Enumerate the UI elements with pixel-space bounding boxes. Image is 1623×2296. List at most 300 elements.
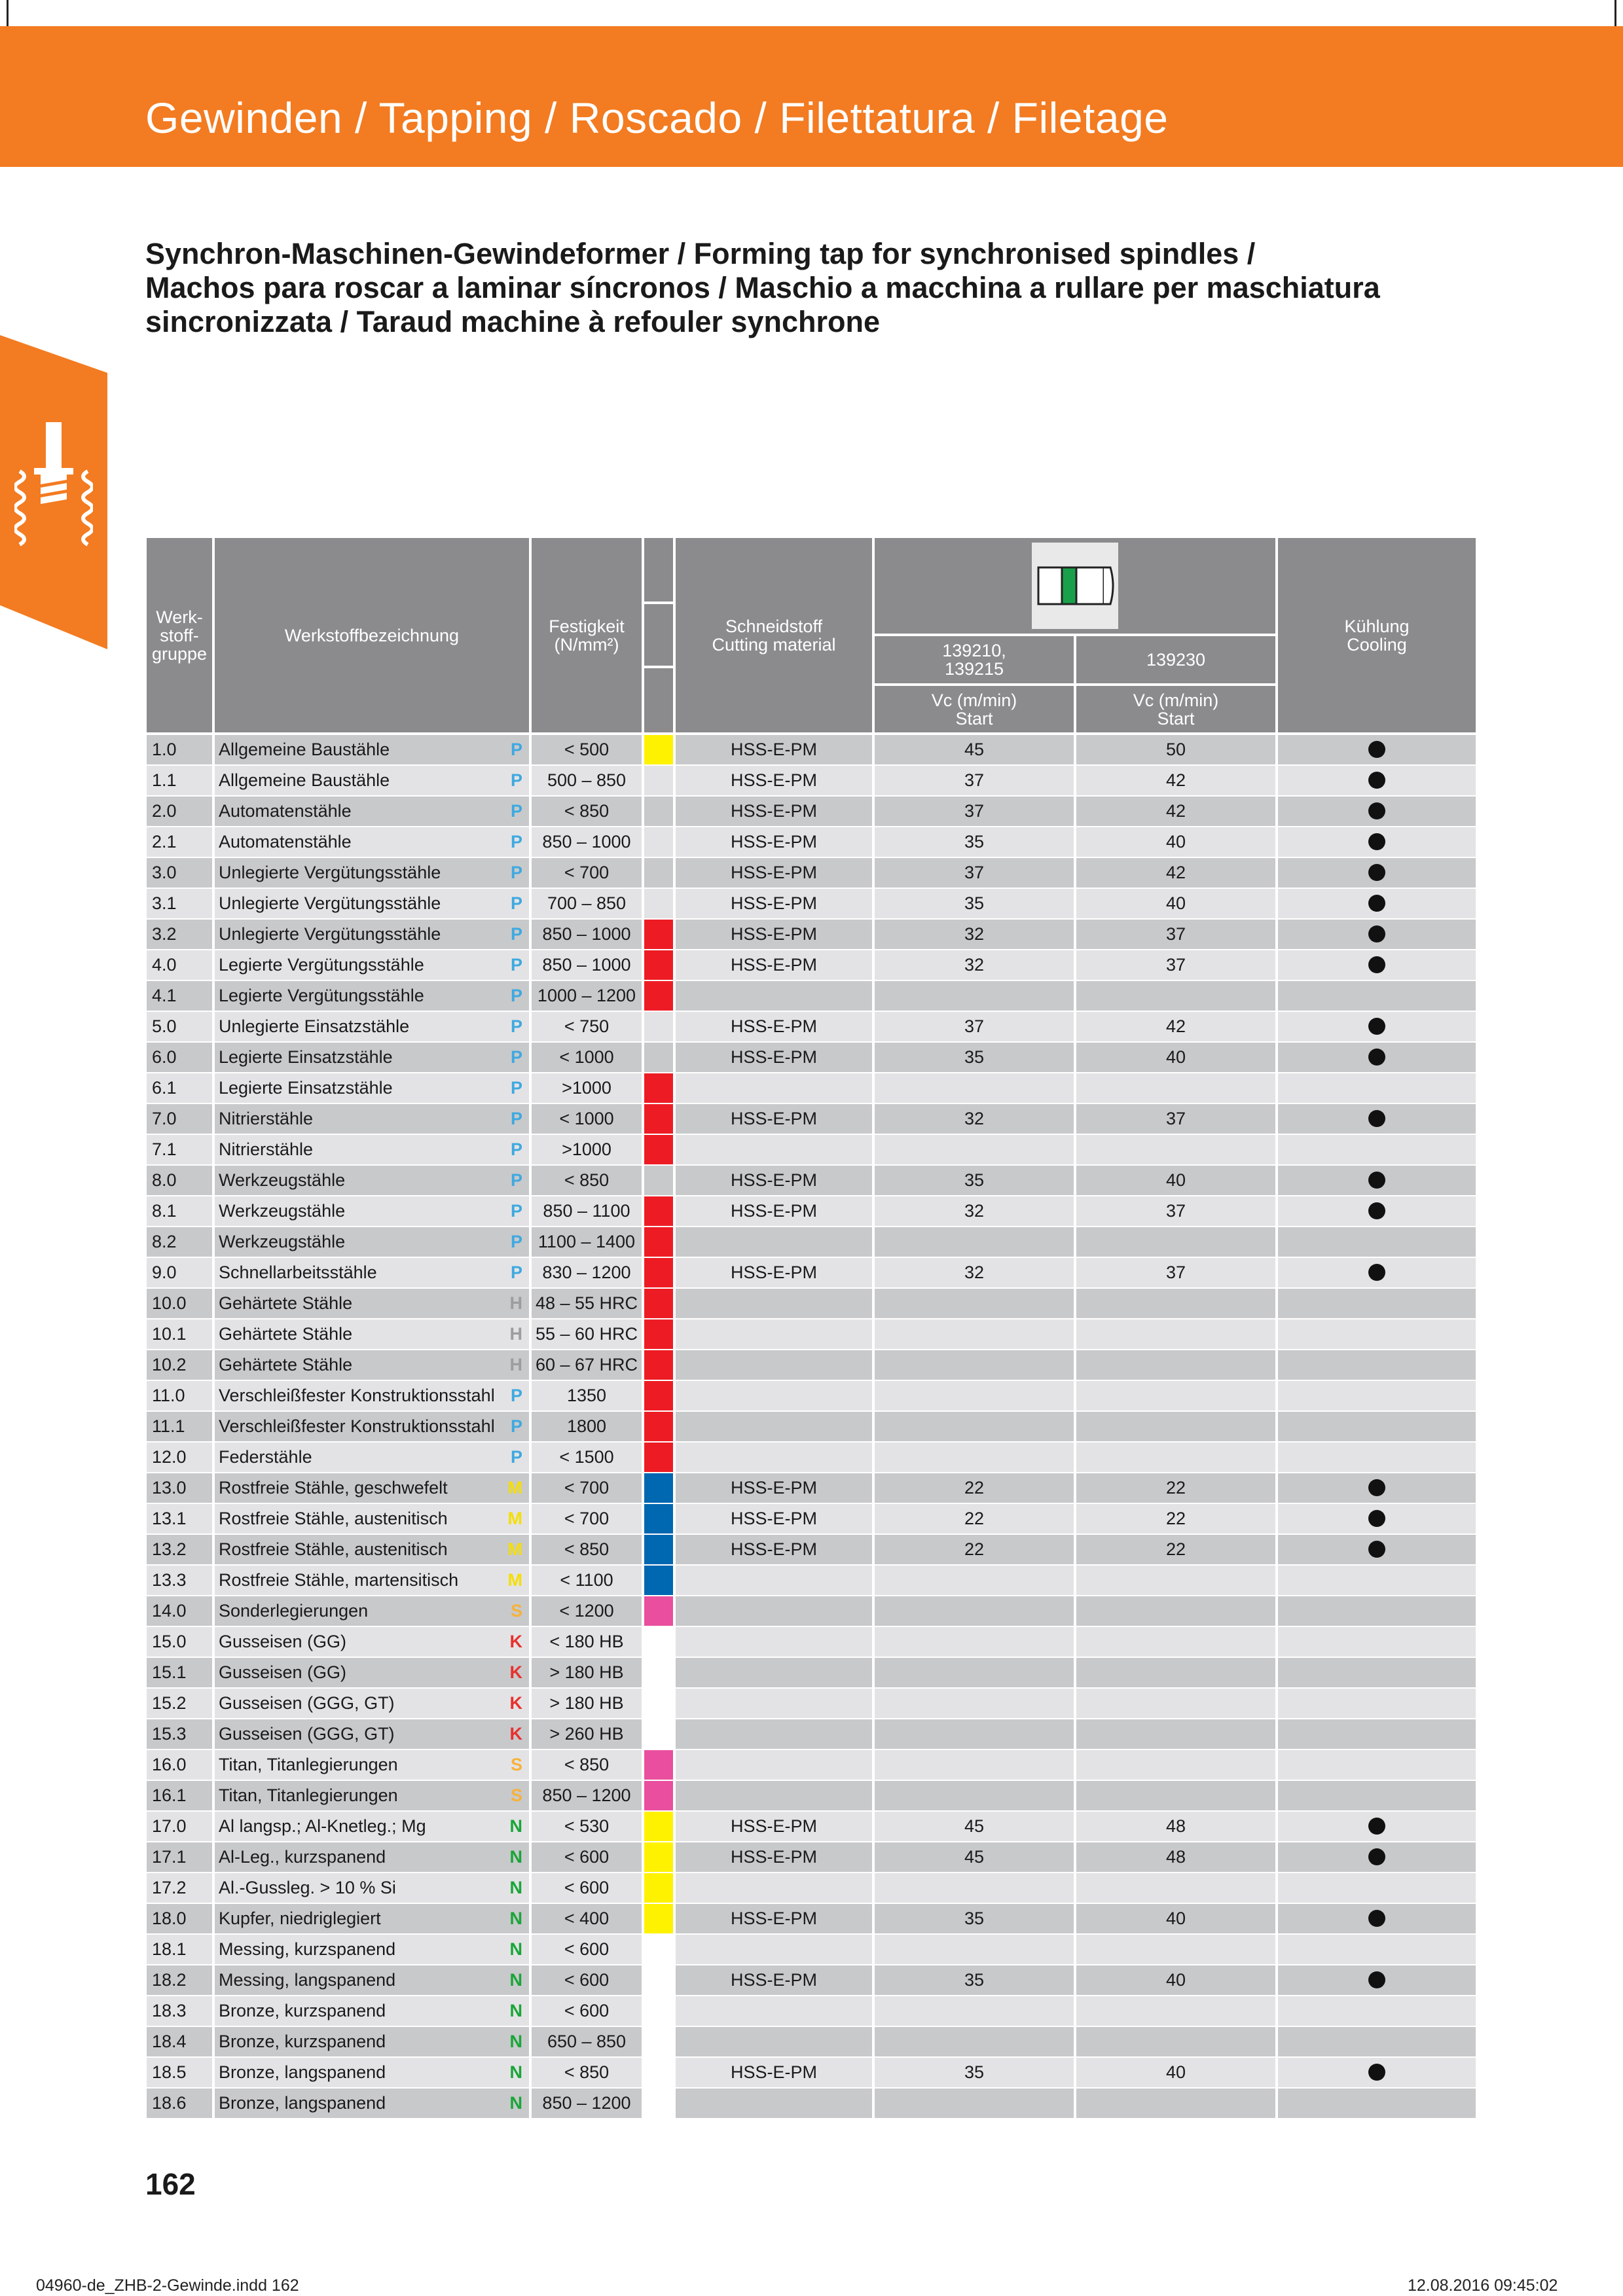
table-row: [147, 1504, 1476, 1535]
vc-start-139230: [1076, 1073, 1275, 1103]
vc-start-139230: [1076, 2027, 1275, 2056]
section-subtitle: [145, 237, 1455, 339]
cooling-indicator: [1278, 1289, 1476, 1318]
cutting-material: HSS-E-PM: [676, 1904, 872, 1933]
cutting-material: HSS-E-PM: [676, 1258, 872, 1287]
vc-start-139230: 42: [1076, 858, 1275, 888]
color-code-swatch: [644, 1873, 673, 1903]
vc-start-139210: 37: [875, 766, 1074, 795]
cutting-material: [676, 1996, 872, 2026]
cooling-indicator: [1278, 1719, 1476, 1749]
color-code-swatch: [644, 920, 673, 949]
iso-group-badge: P: [510, 1016, 522, 1036]
material-group-number: 3.1: [147, 889, 212, 918]
cooling-indicator: [1278, 1535, 1476, 1564]
iso-group-badge: P: [510, 832, 522, 852]
vc-start-139210: [875, 1935, 1074, 1964]
cooling-indicator: [1278, 981, 1476, 1011]
cooling-indicator: [1278, 1443, 1476, 1472]
material-name: Nitrierstähle: [215, 1135, 529, 1164]
cooling-indicator: [1278, 1166, 1476, 1195]
cooling-indicator: [1278, 1227, 1476, 1257]
cutting-material: HSS-E-PM: [676, 1012, 872, 1041]
vc-start-139230: [1076, 1350, 1275, 1380]
material-name: Verschleißfester Konstruktionsstahl: [215, 1381, 529, 1410]
color-code-swatch: [644, 1473, 673, 1503]
material-name: Nitrierstähle: [215, 1104, 529, 1134]
table-row: [147, 1965, 1476, 1996]
strength-value: 48 – 55 HRC: [532, 1289, 642, 1318]
cutting-material: [676, 2027, 872, 2056]
material-name: Al-Leg., kurzspanend: [215, 1842, 529, 1872]
vc-start-139210: 32: [875, 1104, 1074, 1134]
vc-start-139210: 35: [875, 1904, 1074, 1933]
color-code-swatch: [644, 1166, 673, 1195]
iso-group-badge: P: [510, 740, 522, 759]
material-group-number: 11.0: [147, 1381, 212, 1410]
vc-start-139230: [1076, 1566, 1275, 1595]
color-code-swatch: [644, 1289, 673, 1318]
cutting-material: [676, 1135, 872, 1164]
vc-start-139230: [1076, 981, 1275, 1011]
header-cooling-en: Cooling: [1347, 634, 1407, 655]
material-name: Automatenstähle: [215, 827, 529, 857]
cutting-material: HSS-E-PM: [676, 1965, 872, 1995]
vc-start-139210: [875, 1381, 1074, 1410]
iso-group-badge: P: [510, 1047, 522, 1067]
vc-start-139210: [875, 1412, 1074, 1441]
material-group-number: 16.0: [147, 1750, 212, 1780]
material-group-number: 1.0: [147, 735, 212, 764]
material-name: Federstähle: [215, 1443, 529, 1472]
table-row: [147, 2027, 1476, 2058]
iso-group-badge: S: [510, 1785, 522, 1805]
table-row: [147, 1443, 1476, 1473]
iso-group-badge: P: [510, 1139, 522, 1159]
cutting-material: [676, 981, 872, 1011]
cooling-indicator: [1278, 1750, 1476, 1780]
material-name: Bronze, langspanend: [215, 2058, 529, 2087]
table-row: [147, 1135, 1476, 1166]
strength-value: < 1100: [532, 1566, 642, 1595]
vc-start-139230: [1076, 1135, 1275, 1164]
material-group-number: 16.1: [147, 1781, 212, 1810]
color-code-swatch: [644, 2089, 673, 2118]
cutting-material: [676, 1781, 872, 1810]
vc-start-139210: [875, 1627, 1074, 1657]
material-group-number: 1.1: [147, 766, 212, 795]
strength-value: < 500: [532, 735, 642, 764]
material-name: Allgemeine Baustähle: [215, 735, 529, 764]
strength-value: > 180 HB: [532, 1658, 642, 1687]
strength-value: < 530: [532, 1812, 642, 1841]
iso-group-badge: P: [510, 863, 522, 882]
cooling-dot-icon: [1368, 1172, 1385, 1189]
strength-value: 850 – 1200: [532, 1781, 642, 1810]
page-number: 162: [145, 2167, 196, 2201]
cooling-indicator: [1278, 1012, 1476, 1041]
vc-start-139230: [1076, 1596, 1275, 1626]
strength-value: 700 – 850: [532, 889, 642, 918]
header-cutting-material: [676, 538, 872, 732]
vc-start-139210: [875, 1658, 1074, 1687]
material-name: Gehärtete Stähle: [215, 1319, 529, 1349]
material-group-number: 18.1: [147, 1935, 212, 1964]
material-group-number: 13.1: [147, 1504, 212, 1534]
strength-value: < 1500: [532, 1443, 642, 1472]
header-tool: [875, 538, 1275, 634]
material-group-number: 8.0: [147, 1166, 212, 1195]
material-group-number: 12.0: [147, 1443, 212, 1472]
cooling-indicator: [1278, 2089, 1476, 2118]
vc-start-139230: 50: [1076, 735, 1275, 764]
table-row: [147, 2058, 1476, 2089]
cutting-material: [676, 1412, 872, 1441]
cooling-dot-icon: [1368, 802, 1385, 819]
strength-value: < 700: [532, 858, 642, 888]
iso-group-badge: N: [509, 2093, 522, 2113]
color-code-swatch: [644, 1258, 673, 1287]
material-group-number: 6.0: [147, 1043, 212, 1072]
color-code-swatch: [644, 1627, 673, 1657]
vc-start-139230: 40: [1076, 1904, 1275, 1933]
color-code-swatch: [644, 1135, 673, 1164]
cooling-indicator: [1278, 1812, 1476, 1841]
table-row: [147, 1842, 1476, 1873]
color-code-swatch: [644, 2027, 673, 2056]
strength-value: < 600: [532, 1935, 642, 1964]
iso-group-badge: S: [510, 1755, 522, 1774]
vc-start-139210: [875, 2027, 1074, 2056]
table-row: [147, 1350, 1476, 1381]
vc-start-139230: [1076, 1443, 1275, 1472]
strength-value: 1000 – 1200: [532, 981, 642, 1011]
cutting-material: [676, 1227, 872, 1257]
cooling-indicator: [1278, 1566, 1476, 1595]
header-vc-1-label: Vc (m/min) Start: [931, 690, 1017, 728]
cutting-material: HSS-E-PM: [676, 889, 872, 918]
vc-start-139210: [875, 2089, 1074, 2118]
strength-value: < 750: [532, 1012, 642, 1041]
cooling-indicator: [1278, 1842, 1476, 1872]
material-name: Al langsp.; Al-Knetleg.; Mg: [215, 1812, 529, 1841]
table-row: [147, 1227, 1476, 1258]
material-name: Messing, langspanend: [215, 1965, 529, 1995]
header-vc-2-label: Vc (m/min) Start: [1133, 690, 1219, 728]
cutting-material: HSS-E-PM: [676, 1166, 872, 1195]
iso-group-badge: K: [509, 1724, 522, 1744]
cooling-indicator: [1278, 1196, 1476, 1226]
color-code-swatch: [644, 735, 673, 764]
color-code-swatch: [644, 950, 673, 980]
vc-start-139230: [1076, 1319, 1275, 1349]
cooling-dot-icon: [1368, 1202, 1385, 1219]
table-row: [147, 1412, 1476, 1443]
material-name: Gusseisen (GGG, GT): [215, 1719, 529, 1749]
cooling-dot-icon: [1368, 1110, 1385, 1127]
cooling-dot-icon: [1368, 956, 1385, 973]
vc-start-139230: [1076, 1689, 1275, 1718]
vc-start-139210: [875, 1319, 1074, 1349]
material-group-number: 17.2: [147, 1873, 212, 1903]
strength-value: >1000: [532, 1073, 642, 1103]
strength-value: < 850: [532, 1750, 642, 1780]
material-group-number: 8.1: [147, 1196, 212, 1226]
iso-group-badge: P: [510, 1078, 522, 1098]
material-group-number: 8.2: [147, 1227, 212, 1257]
cooling-indicator: [1278, 1319, 1476, 1349]
vc-start-139230: [1076, 1381, 1275, 1410]
vc-start-139210: [875, 1750, 1074, 1780]
cooling-indicator: [1278, 1381, 1476, 1410]
material-name: Allgemeine Baustähle: [215, 766, 529, 795]
color-code-swatch: [644, 1689, 673, 1718]
vc-start-139230: 40: [1076, 889, 1275, 918]
material-name: Rostfreie Stähle, austenitisch: [215, 1535, 529, 1564]
vc-start-139230: 37: [1076, 1258, 1275, 1287]
header-cooling-de: Kühlung: [1344, 616, 1410, 636]
material-name: Werkzeugstähle: [215, 1227, 529, 1257]
cooling-indicator: [1278, 1965, 1476, 1995]
iso-group-badge: N: [509, 1847, 522, 1867]
header-cutting-material-en: Cutting material: [712, 634, 836, 655]
iso-group-badge: N: [509, 2032, 522, 2051]
vc-start-139230: 40: [1076, 827, 1275, 857]
material-name: Legierte Einsatzstähle: [215, 1043, 529, 1072]
strength-value: < 600: [532, 1965, 642, 1995]
vc-start-139210: 32: [875, 920, 1074, 949]
crop-mark-right: [1614, 0, 1616, 26]
vc-start-139210: [875, 1350, 1074, 1380]
vc-start-139210: 35: [875, 1965, 1074, 1995]
forming-tap-icon: [1032, 543, 1118, 629]
material-name: Messing, kurzspanend: [215, 1935, 529, 1964]
material-group-number: 5.0: [147, 1012, 212, 1041]
vc-start-139230: [1076, 2089, 1275, 2118]
table-row: [147, 981, 1476, 1012]
iso-group-badge: N: [509, 1909, 522, 1928]
cooling-indicator: [1278, 1873, 1476, 1903]
cutting-material: [676, 1935, 872, 1964]
color-code-swatch: [644, 1104, 673, 1134]
material-name: Werkzeugstähle: [215, 1166, 529, 1195]
subtitle-line-2: Machos para roscar a laminar síncronos / Maschio a macchina a rullare per maschiatura: [145, 271, 1380, 304]
material-name: Verschleißfester Konstruktionsstahl: [215, 1412, 529, 1441]
vc-start-139230: [1076, 1289, 1275, 1318]
header-article-1: [875, 636, 1074, 683]
vc-start-139210: 32: [875, 1196, 1074, 1226]
material-name: Titan, Titanlegierungen: [215, 1750, 529, 1780]
vc-start-139230: 40: [1076, 1965, 1275, 1995]
material-group-number: 13.3: [147, 1566, 212, 1595]
cooling-indicator: [1278, 1904, 1476, 1933]
color-code-swatch: [644, 766, 673, 795]
material-name: Gusseisen (GG): [215, 1658, 529, 1687]
vc-start-139210: 22: [875, 1535, 1074, 1564]
table-row: [147, 1812, 1476, 1842]
strength-value: < 400: [532, 1904, 642, 1933]
material-name: Al.-Gussleg. > 10 % Si: [215, 1873, 529, 1903]
strength-value: 830 – 1200: [532, 1258, 642, 1287]
color-code-swatch: [644, 1812, 673, 1841]
material-group-number: 6.1: [147, 1073, 212, 1103]
vc-start-139210: 35: [875, 1043, 1074, 1072]
cutting-material: HSS-E-PM: [676, 950, 872, 980]
material-group-number: 15.3: [147, 1719, 212, 1749]
material-name: Unlegierte Einsatzstähle: [215, 1012, 529, 1041]
cooling-dot-icon: [1368, 2064, 1385, 2081]
header-name: Werkstoffbezeichnung: [215, 538, 529, 732]
vc-start-139210: [875, 1443, 1074, 1472]
color-code-swatch: [644, 827, 673, 857]
color-code-swatch: [644, 1566, 673, 1595]
material-group-number: 15.0: [147, 1627, 212, 1657]
strength-value: < 600: [532, 1873, 642, 1903]
color-code-swatch: [644, 1781, 673, 1810]
strength-value: < 850: [532, 1535, 642, 1564]
material-name: Legierte Einsatzstähle: [215, 1073, 529, 1103]
color-code-swatch: [644, 1535, 673, 1564]
cooling-dot-icon: [1368, 895, 1385, 912]
color-code-swatch: [644, 1719, 673, 1749]
footer-timestamp: 12.08.2016 09:45:02: [1408, 2276, 1558, 2295]
iso-group-badge: P: [510, 924, 522, 944]
top-margin: [0, 0, 1623, 26]
vc-start-139210: [875, 1781, 1074, 1810]
vc-start-139230: 48: [1076, 1842, 1275, 1872]
material-group-number: 10.1: [147, 1319, 212, 1349]
vc-start-139230: 37: [1076, 920, 1275, 949]
material-group-number: 15.1: [147, 1658, 212, 1687]
cutting-material: HSS-E-PM: [676, 858, 872, 888]
cooling-dot-icon: [1368, 1510, 1385, 1527]
iso-group-badge: P: [510, 1201, 522, 1221]
strength-value: < 850: [532, 2058, 642, 2087]
strength-value: 1800: [532, 1412, 642, 1441]
table-row: [147, 1658, 1476, 1689]
vc-start-139210: 35: [875, 1166, 1074, 1195]
strength-value: < 1000: [532, 1043, 642, 1072]
strength-value: > 180 HB: [532, 1689, 642, 1718]
vc-start-139210: 37: [875, 797, 1074, 826]
material-name: Gusseisen (GGG, GT): [215, 1689, 529, 1718]
footer-file-info: 04960-de_ZHB-2-Gewinde.indd 162: [36, 2276, 299, 2295]
iso-group-badge: P: [510, 1170, 522, 1190]
subtitle-line-3: sincronizzata / Taraud machine à refouler synchrone: [145, 305, 880, 338]
material-name: Legierte Vergütungsstähle: [215, 981, 529, 1011]
table-row: [147, 1781, 1476, 1812]
cutting-material: HSS-E-PM: [676, 920, 872, 949]
cooling-indicator: [1278, 1135, 1476, 1164]
strength-value: 850 – 1200: [532, 2089, 642, 2118]
vc-start-139230: 42: [1076, 1012, 1275, 1041]
vc-start-139210: 35: [875, 889, 1074, 918]
cooling-dot-icon: [1368, 1018, 1385, 1035]
cutting-material: HSS-E-PM: [676, 1504, 872, 1534]
color-code-swatch: [644, 981, 673, 1011]
color-code-swatch: [644, 858, 673, 888]
material-group-number: 2.0: [147, 797, 212, 826]
vc-start-139230: 40: [1076, 2058, 1275, 2087]
cooling-indicator: [1278, 1689, 1476, 1718]
material-name: Gusseisen (GG): [215, 1627, 529, 1657]
table-row: [147, 858, 1476, 889]
iso-group-badge: N: [509, 1970, 522, 1990]
color-code-swatch: [644, 1996, 673, 2026]
table-row: [147, 827, 1476, 858]
iso-group-badge: P: [510, 1447, 522, 1467]
material-name: Unlegierte Vergütungsstähle: [215, 889, 529, 918]
iso-group-badge: P: [510, 1109, 522, 1128]
iso-group-badge: N: [509, 1878, 522, 1897]
iso-group-badge: P: [510, 986, 522, 1005]
color-code-swatch: [644, 1750, 673, 1780]
header-color-3: [644, 668, 673, 732]
table-row: [147, 1381, 1476, 1412]
vc-start-139230: 22: [1076, 1504, 1275, 1534]
header-vc-1: [875, 686, 1074, 732]
cooling-indicator: [1278, 1658, 1476, 1687]
table-row: [147, 1627, 1476, 1658]
color-code-swatch: [644, 1381, 673, 1410]
iso-group-badge: M: [507, 1570, 522, 1590]
table-row: [147, 766, 1476, 797]
iso-group-badge: S: [510, 1601, 522, 1621]
material-name: Rostfreie Stähle, geschwefelt: [215, 1473, 529, 1503]
color-code-swatch: [644, 1043, 673, 1072]
cooling-indicator: [1278, 797, 1476, 826]
table-row: [147, 920, 1476, 950]
iso-group-badge: P: [510, 1232, 522, 1251]
cooling-indicator: [1278, 1412, 1476, 1441]
table-row: [147, 1473, 1476, 1504]
vc-start-139210: 45: [875, 1842, 1074, 1872]
strength-value: 850 – 1100: [532, 1196, 642, 1226]
cooling-dot-icon: [1368, 1848, 1385, 1865]
iso-group-badge: P: [510, 1386, 522, 1405]
cooling-indicator: [1278, 1104, 1476, 1134]
material-group-number: 7.0: [147, 1104, 212, 1134]
material-group-number: 18.0: [147, 1904, 212, 1933]
iso-group-badge: P: [510, 1263, 522, 1282]
vc-start-139210: [875, 1873, 1074, 1903]
table-row: [147, 1750, 1476, 1781]
cutting-material: [676, 1381, 872, 1410]
iso-group-badge: H: [509, 1355, 522, 1374]
table-row: [147, 1196, 1476, 1227]
strength-value: 1100 – 1400: [532, 1227, 642, 1257]
cutting-material: [676, 1719, 872, 1749]
iso-group-badge: H: [509, 1293, 522, 1313]
material-group-number: 17.0: [147, 1812, 212, 1841]
iso-group-badge: N: [509, 2062, 522, 2082]
cooling-indicator: [1278, 766, 1476, 795]
vc-start-139230: 37: [1076, 1196, 1275, 1226]
cutting-material: [676, 1350, 872, 1380]
header-group-label: Werk- stoff- gruppe: [151, 607, 208, 664]
material-name: Gehärtete Stähle: [215, 1289, 529, 1318]
strength-value: < 1000: [532, 1104, 642, 1134]
material-name: Sonderlegierungen: [215, 1596, 529, 1626]
table-row: [147, 735, 1476, 766]
cutting-material: HSS-E-PM: [676, 1196, 872, 1226]
iso-group-badge: P: [510, 801, 522, 821]
header-strength: [532, 538, 642, 732]
iso-group-badge: K: [509, 1632, 522, 1651]
table-row: [147, 2089, 1476, 2119]
cutting-material: HSS-E-PM: [676, 735, 872, 764]
vc-start-139210: [875, 1996, 1074, 2026]
